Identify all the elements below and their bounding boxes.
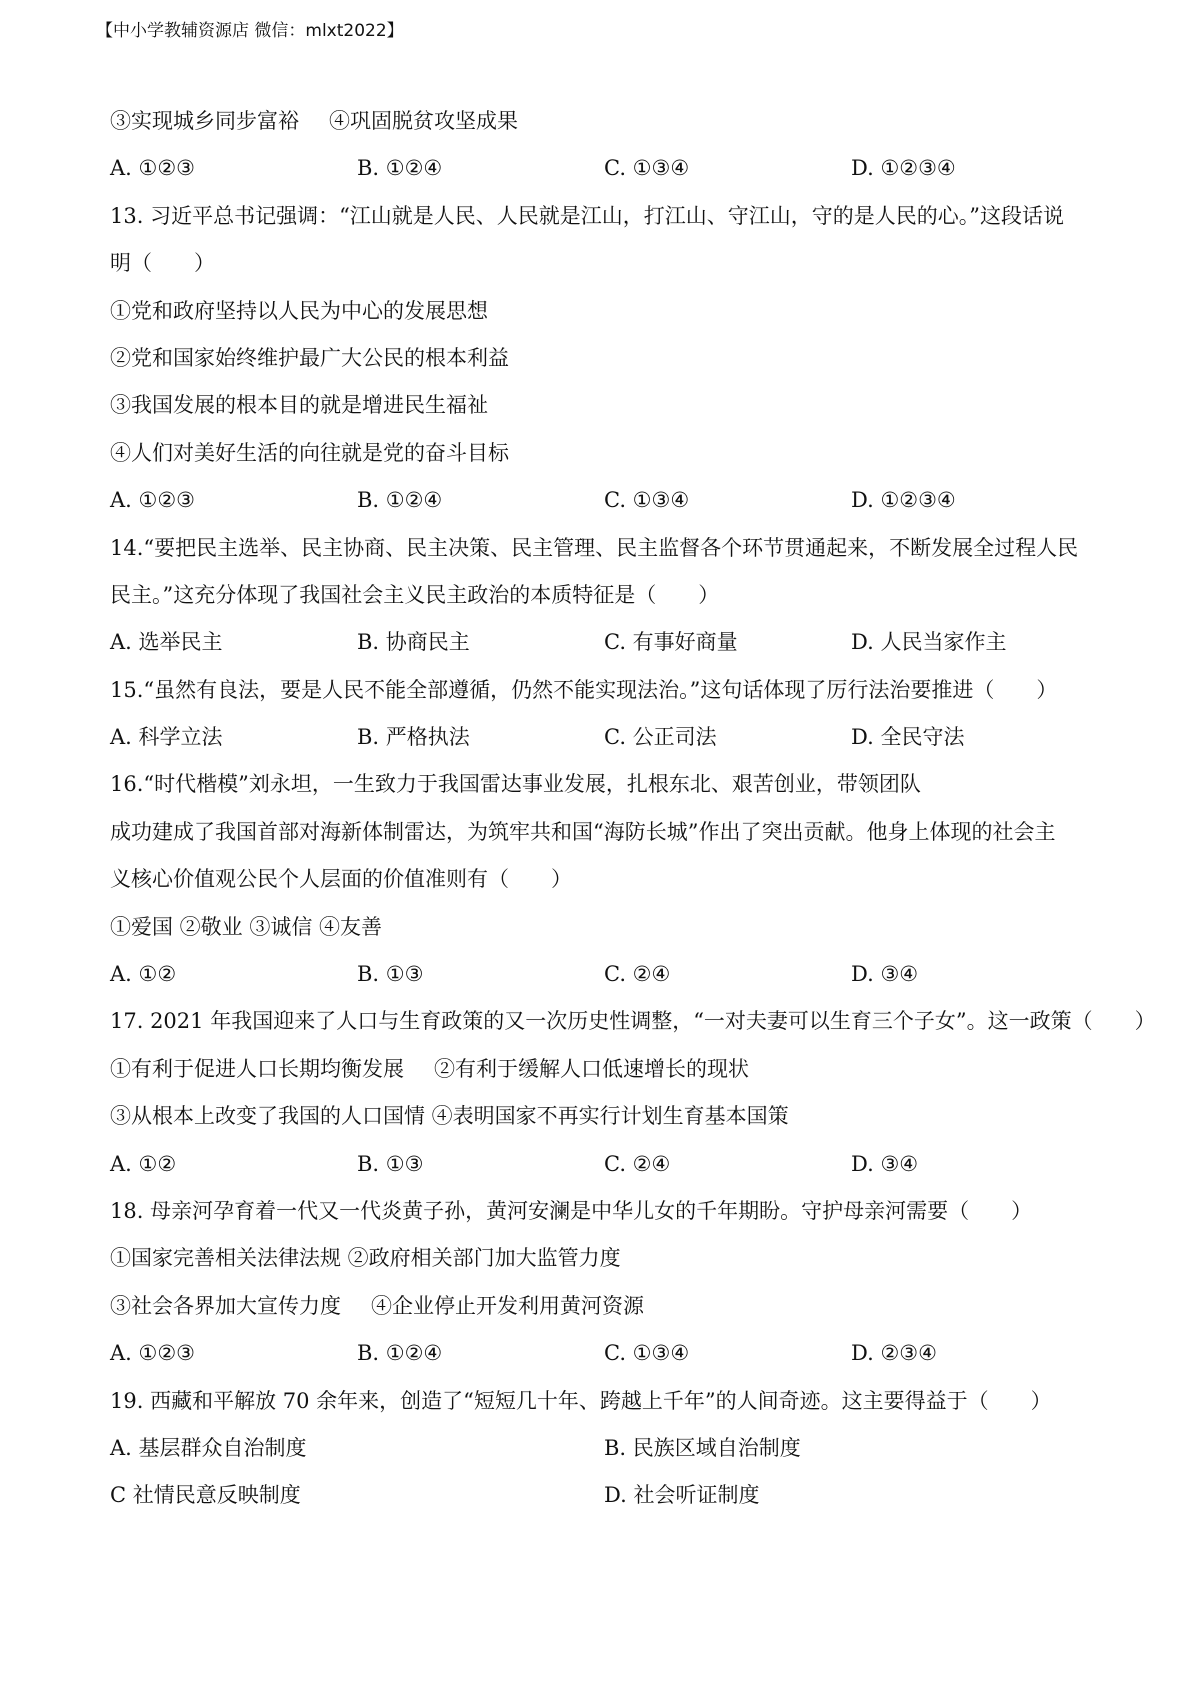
q19-stem: 19. 西藏和平解放 70 余年来，创造了“短短几十年、跨越上千年”的人间奇迹。这主要得益于（ ）: [110, 1388, 1052, 1413]
q18-item-3: ③社会各界加大宣传力度: [110, 1293, 341, 1318]
q19-options-row-1: [110, 1425, 1120, 1472]
q14-option-c: C. 有事好商量: [604, 630, 738, 655]
q14-option-b: B. 协商民主: [357, 630, 470, 655]
q13-option-b: B. ①②④: [357, 488, 443, 513]
q16-stem-line-1: 16.“时代楷模”刘永坦，一生致力于我国雷达事业发展，扎根东北、艰苦创业，带领团队: [110, 772, 921, 797]
q15-option-d: D. 全民守法: [851, 725, 965, 750]
q13-options: [110, 477, 1120, 524]
q18-option-c: C. ①③④: [604, 1341, 690, 1366]
q19-option-a: A. 基层群众自治制度: [110, 1435, 307, 1460]
q17-item-2: ②有利于缓解人口低速增长的现状: [434, 1056, 749, 1081]
q18-items-line-2: [110, 1283, 1120, 1330]
q17-stem: 17. 2021 年我国迎来了人口与生育政策的又一次历史性调整，“一对夫妻可以生育三个子女”。这一政策（ ）: [110, 1009, 1156, 1034]
q19-options-row-2: [110, 1472, 1120, 1519]
q12-option-c: C. ①③④: [604, 156, 690, 181]
q19-option-c: C 社情民意反映制度: [110, 1483, 301, 1508]
q13-stem-line-1: 13. 习近平总书记强调：“江山就是人民、人民就是江山，打江山、守江山，守的是人民的心。”这段话说: [110, 203, 1065, 228]
q17-items-line-2: ③从根本上改变了我国的人口国情 ④表明国家不再实行计划生育基本国策: [110, 1104, 789, 1129]
q15-stem: 15.“虽然有良法，要是人民不能全部遵循，仍然不能实现法治。”这句话体现了厉行法治要推进（ ）: [110, 677, 1058, 702]
q14-options: [110, 619, 1120, 666]
q12-options: [110, 145, 1120, 192]
q18-item-4: ④企业停止开发利用黄河资源: [371, 1293, 644, 1318]
q12-option-a: A. ①②③: [110, 156, 195, 181]
q13-item-2: ②党和国家始终维护最广大公民的根本利益: [110, 345, 509, 370]
q18-options: [110, 1330, 1120, 1377]
q14-stem-line-2: 民主。”这充分体现了我国社会主义民主政治的本质特征是（ ）: [110, 582, 720, 607]
q19-option-b: B. 民族区域自治制度: [604, 1435, 801, 1460]
q13-option-a: A. ①②③: [110, 488, 195, 513]
q13-item-3: ③我国发展的根本目的就是增进民生福祉: [110, 393, 488, 418]
q12-item-3: ③实现城乡同步富裕: [110, 109, 299, 133]
q14-option-a: A. 选举民主: [110, 630, 223, 655]
q18-items-line-1: ①国家完善相关法律法规 ②政府相关部门加大监管力度: [110, 1246, 621, 1271]
q18-stem: 18. 母亲河孕育着一代又一代炎黄子孙，黄河安澜是中华儿女的千年期盼。守护母亲河需要（ ）: [110, 1198, 1033, 1223]
q16-options: [110, 951, 1120, 998]
q13-stem-line-2: 明（ ）: [110, 251, 215, 276]
q13-option-d: D. ①②③④: [851, 488, 956, 513]
q16-option-d: D. ③④: [851, 962, 919, 987]
q17-option-b: B. ①③: [357, 1151, 424, 1176]
q12-option-b: B. ①②④: [357, 156, 443, 181]
q18-option-a: A. ①②③: [110, 1341, 195, 1366]
page-header: 【中小学教辅资源店 微信：mlxt2022】: [96, 21, 404, 41]
q17-options: [110, 1141, 1120, 1188]
q15-option-a: A. 科学立法: [110, 725, 223, 750]
q16-option-a: A. ①②: [110, 962, 177, 987]
q15-option-c: C. 公正司法: [604, 725, 717, 750]
q15-options: [110, 714, 1120, 761]
q12-item-4: ④巩固脱贫攻坚成果: [329, 109, 518, 133]
q13-item-4: ④人们对美好生活的向往就是党的奋斗目标: [110, 440, 509, 465]
exam-content: [110, 98, 1156, 1520]
q17-items-line-1: [110, 1046, 1120, 1093]
q12-items: [110, 98, 1120, 145]
q13-option-c: C. ①③④: [604, 488, 690, 513]
q16-option-b: B. ①③: [357, 962, 424, 987]
q16-stem-line-3: 义核心价值观公民个人层面的价值准则有（ ）: [110, 867, 572, 892]
q17-option-a: A. ①②: [110, 1151, 177, 1176]
q16-items: ①爱国 ②敬业 ③诚信 ④友善: [110, 914, 383, 939]
q15-option-b: B. 严格执法: [357, 725, 470, 750]
q17-item-1: ①有利于促进人口长期均衡发展: [110, 1056, 404, 1081]
q18-option-b: B. ①②④: [357, 1341, 443, 1366]
q17-option-c: C. ②④: [604, 1151, 671, 1176]
q18-option-d: D. ②③④: [851, 1341, 937, 1366]
q14-stem-line-1: 14.“要把民主选举、民主协商、民主决策、民主管理、民主监督各个环节贯通起来，不断发展全过程人民: [110, 535, 1079, 560]
q12-option-d: D. ①②③④: [851, 156, 956, 181]
q16-stem-line-2: 成功建成了我国首部对海新体制雷达，为筑牢共和国“海防长城”作出了突出贡献。他身上体现的社会主: [110, 819, 1056, 844]
q14-option-d: D. 人民当家作主: [851, 630, 1007, 655]
q17-option-d: D. ③④: [851, 1151, 919, 1176]
q16-option-c: C. ②④: [604, 962, 671, 987]
q19-option-d: D. 社会听证制度: [604, 1483, 760, 1508]
q13-item-1: ①党和政府坚持以人民为中心的发展思想: [110, 298, 488, 323]
